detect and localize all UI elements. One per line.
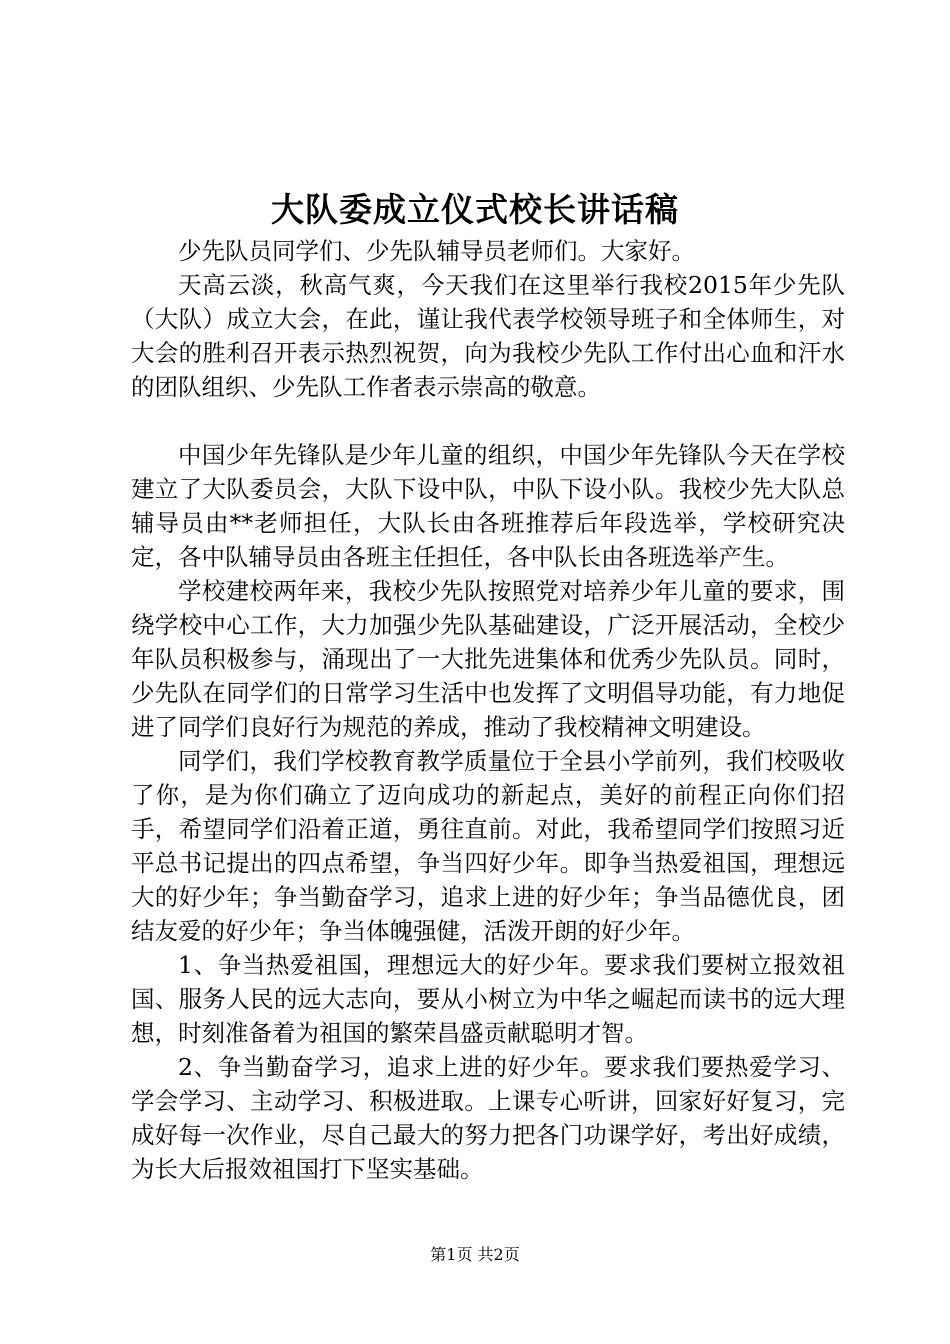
paragraph-point-2: 2、争当勤奋学习，追求上进的好少年。要求我们要热爱学习、学会学习、主动学习、积极进取。上课专心听讲，回家好好复习，完成好每一次作业，尽自己最大的努力把各门功课学好，考出好成绩，为长大后报效祖国打下坚实基础。 [131,1053,845,1183]
paragraph-opening: 天高云淡，秋高气爽，今天我们在这里举行我校2015年少先队（大队）成立大会，在此，谨让我代表学校领导班子和全体师生，对大会的胜利召开表示热烈祝贺，向为我校少先队工作付出心血和汗水的团队组织、少先队工作者表示崇高的敬意。 [131,271,845,401]
page-footer: 第1页 共2页 [430,1245,520,1264]
paragraph-achievements: 学校建校两年来，我校少先队按照党对培养少年儿童的要求，围绕学校中心工作，大力加强少先队基础建设，广泛开展活动，全校少年队员积极参与，涌现出了一大批先进集体和优秀少先队员。同时，少先队在同学们的日常学习生活中也发挥了文明倡导功能，有力地促进了同学们良好行为规范的养成，推动了我校精神文明建设。 [131,577,845,741]
paragraph-expectations: 同学们，我们学校教育教学质量位于全县小学前列，我们校吸收了你，是为你们确立了迈向成功的新起点，美好的前程正向你们招手，希望同学们沿着正道，勇往直前。对此，我希望同学们按照习近平总书记提出的四点希望，争当四好少年。即争当热爱祖国，理想远大的好少年；争当勤奋学习，追求上进的好少年；争当品德优良，团结友爱的好少年；争当体魄强健，活泼开朗的好少年。 [131,747,845,945]
document-title: 大队委成立仪式校长讲话稿 [271,190,679,229]
paragraph-point-1: 1、争当热爱祖国，理想远大的好少年。要求我们要树立报效祖国、服务人民的远大志向，要从小树立为中华之崛起而读书的远大理想，时刻准备着为祖国的繁荣昌盛贡献聪明才智。 [131,951,845,1047]
paragraph-organization: 中国少年先锋队是少年儿童的组织，中国少年先锋队今天在学校建立了大队委员会，大队下设中队，中队下设小队。我校少先大队总辅导员由**老师担任，大队长由各班推荐后年段选举，学校研究决定，各中队辅导员由各班主任担任，各中队长由各班选举产生。 [131,441,845,571]
document-body [131,234,845,1186]
paragraph-greeting: 少先队员同学们、少先队辅导员老师们。大家好。 [178,237,695,265]
